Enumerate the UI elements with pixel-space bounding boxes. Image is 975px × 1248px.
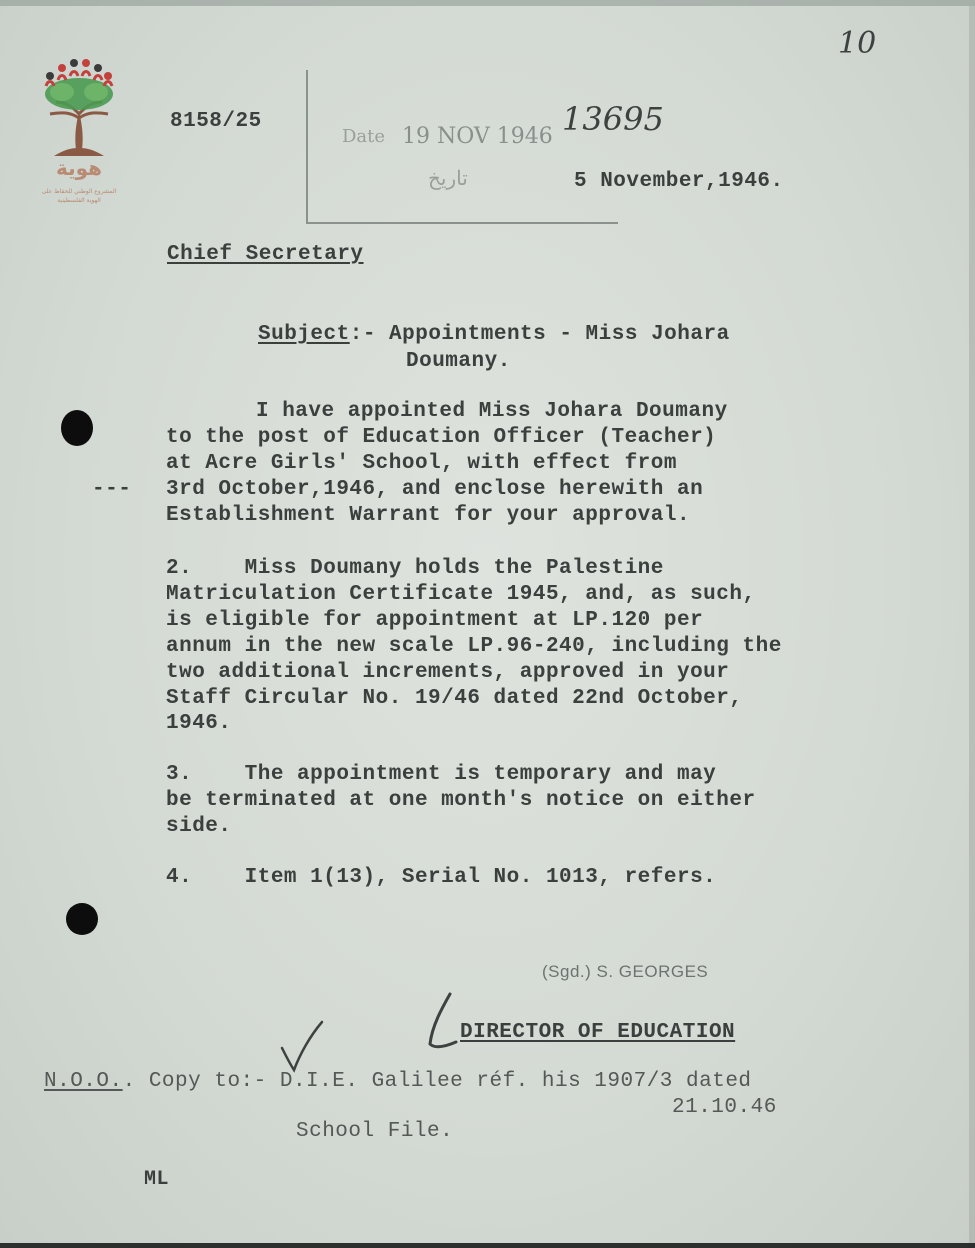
para1-line3: at Acre Girls' School, with effect from (166, 452, 677, 475)
copy-to-text: . Copy to:- D.I.E. Galilee réf. his 1907/3 dated (122, 1070, 752, 1093)
letter-date: 5 November,1946. (574, 170, 784, 193)
scan-right-edge (969, 0, 975, 1248)
copy-school-file: School File. (296, 1120, 454, 1143)
subject-label: Subject (258, 323, 350, 346)
para3-line1: 3. The appointment is temporary and may (166, 763, 717, 786)
addressee: Chief Secretary (167, 243, 364, 266)
copy-to-date: 21.10.46 (672, 1096, 777, 1119)
para2-line2: Matriculation Certificate 1945, and, as such, (166, 583, 756, 606)
para1-line1: I have appointed Miss Johara Doumany (256, 400, 728, 423)
subject-line1 (258, 323, 730, 346)
para2-line6: Staff Circular No. 19/46 dated 22nd October, (166, 687, 743, 710)
subject-text: :- Appointments - Miss Johara (349, 323, 730, 346)
para2-line7: 1946. (166, 712, 232, 735)
folio-number: 10 (838, 26, 877, 61)
para4: 4. Item 1(13), Serial No. 1013, refers. (166, 866, 717, 889)
signature-initial-mark (420, 990, 464, 1054)
signed-by: (Sgd.) S. GEORGES (542, 962, 709, 981)
tree-icon (36, 52, 122, 162)
para2-line1: 2. Miss Doumany holds the Palestine (166, 557, 664, 580)
scan-bottom-edge (0, 1243, 975, 1248)
archive-logo (36, 52, 122, 212)
signatory-title: DIRECTOR OF EDUCATION (460, 1021, 736, 1044)
para2-line5: two additional increments, approved in your (166, 661, 730, 684)
logo-caption-line1: المشروع الوطني للحفاظ على (41, 188, 117, 195)
stamp-date-label: Date (342, 126, 386, 147)
stamp-arabic: تاريخ (428, 166, 468, 190)
received-stamp (306, 70, 618, 224)
file-reference: 8158/25 (170, 110, 262, 133)
check-mark-icon (278, 1018, 328, 1074)
stamp-date-value: 19 NOV 1946 (402, 124, 553, 149)
para2-line4: annum in the new scale LP.96-240, including the (166, 635, 782, 658)
para3-line3: side. (166, 815, 232, 838)
para3-line2: be terminated at one month's notice on either (166, 789, 756, 812)
para1-line5: Establishment Warrant for your approval. (166, 504, 691, 527)
para1-line2: to the post of Education Officer (Teacher) (166, 426, 717, 449)
punch-hole-top (61, 410, 93, 446)
logo-caption-line2: الهوية الفلسطينية (57, 197, 101, 204)
handwritten-reference: 13695 (562, 100, 664, 138)
para1-line4: 3rd October,1946, and enclose herewith an (166, 478, 704, 501)
noo-label: N.O.O. (44, 1070, 123, 1093)
punch-hole-bottom (66, 903, 98, 935)
typist-initials: ML (144, 1168, 170, 1191)
logo-arabic-name: هوية (55, 156, 103, 180)
para1-margin-mark: --- (92, 478, 132, 501)
scan-top-edge (0, 0, 975, 6)
copy-to-line (44, 1070, 752, 1093)
para2-line3: is eligible for appointment at LP.120 per (166, 609, 704, 632)
subject-line2: Doumany. (406, 350, 511, 373)
